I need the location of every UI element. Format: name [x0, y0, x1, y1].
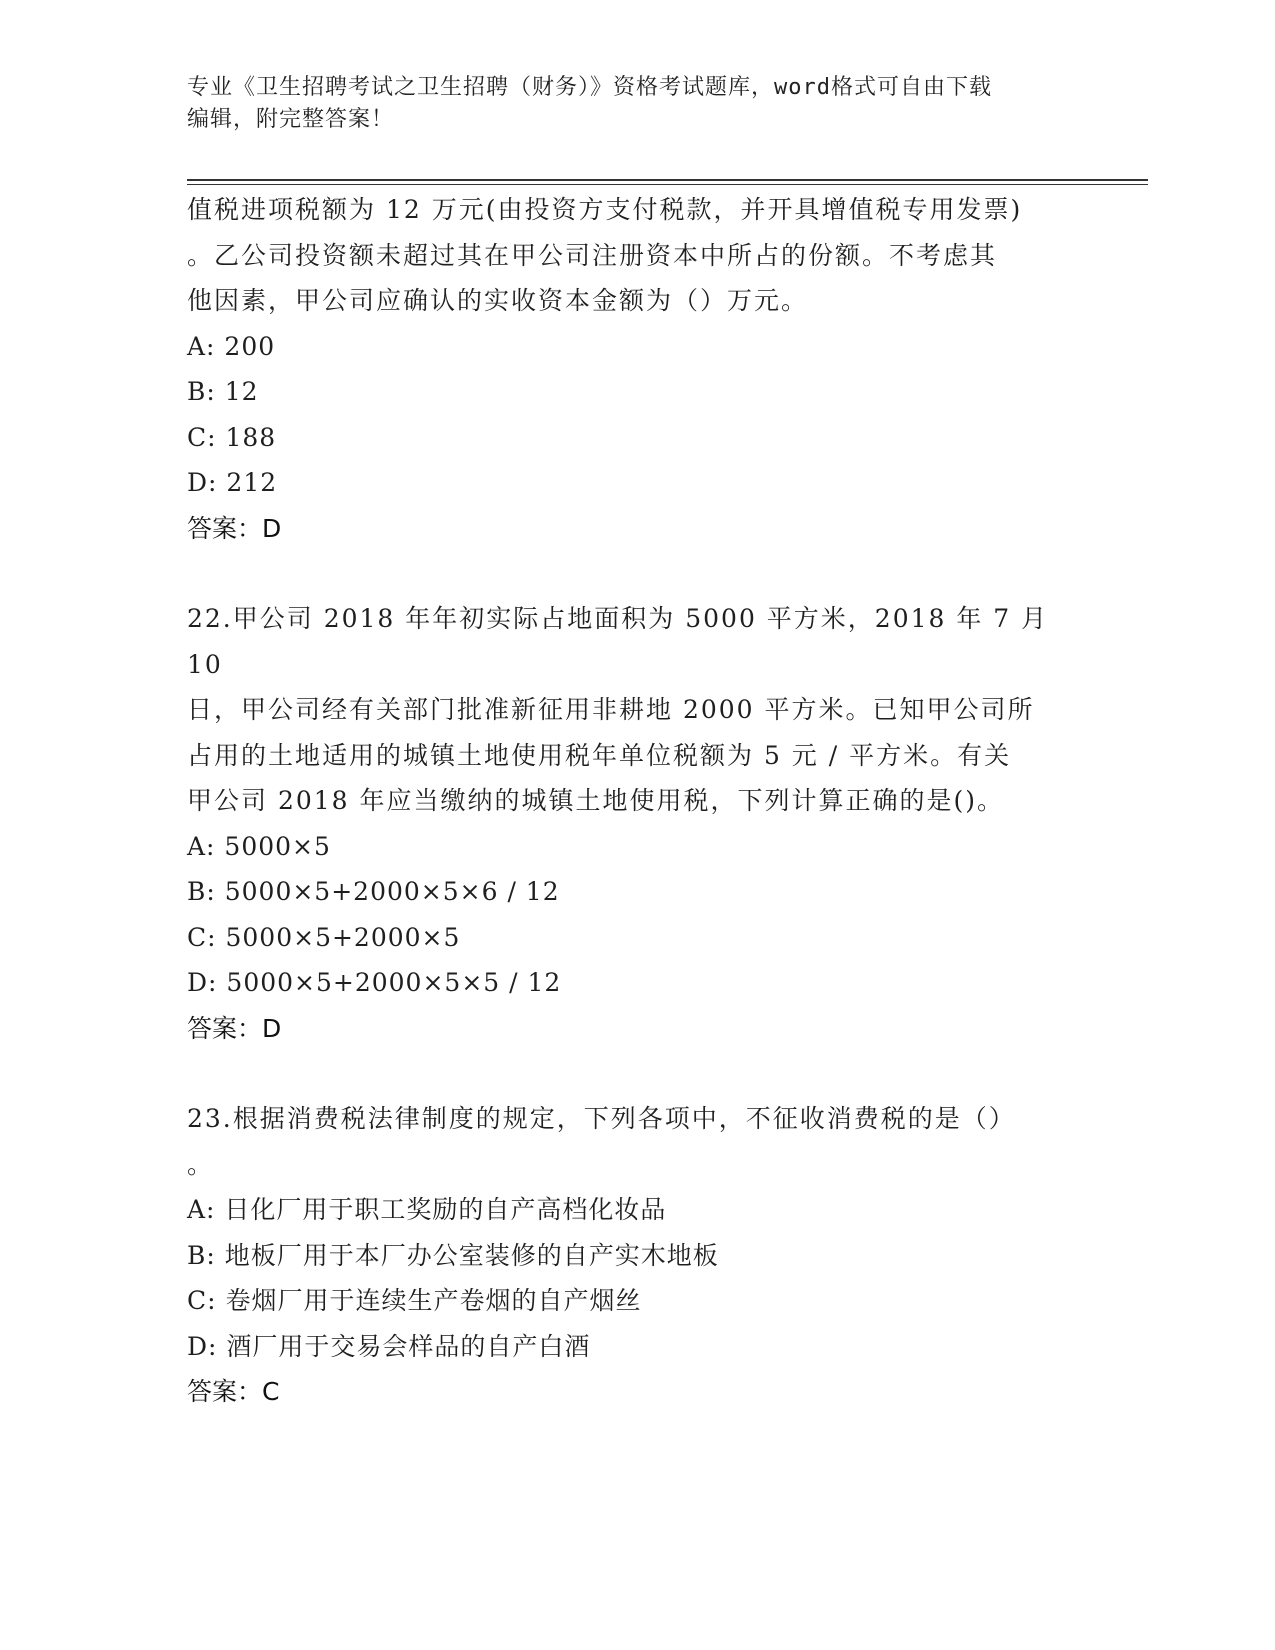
option-a: A: 5000×5: [187, 831, 331, 861]
answer-label: 答案：D: [187, 1013, 282, 1043]
header-line-2: 编辑，附完整答案！: [187, 107, 395, 132]
header-line-1: 专业《卫生招聘考试之卫生招聘（财务）》资格考试题库，word格式可自由下载: [187, 75, 992, 100]
option-c: C: 卷烟厂用于连续生产卷烟的自产烟丝: [187, 1286, 642, 1315]
question-stem-line: 日，甲公司经有关部门批准新征用非耕地 2000 平方米。已知甲公司所: [187, 695, 1035, 724]
option-d: D: 212: [187, 468, 278, 497]
question-22: [187, 596, 1087, 1051]
question-23: [187, 1096, 1087, 1415]
question-stem-line: 23.根据消费税法律制度的规定，下列各项中，不征收消费税的是（）: [187, 1104, 1016, 1133]
question-content: [187, 187, 1087, 1415]
question-stem-line: 甲公司 2018 年应当缴纳的城镇土地使用税，下列计算正确的是()。: [187, 786, 1005, 815]
document-header: [187, 72, 1087, 136]
option-c: C: 5000×5+2000×5: [187, 922, 461, 952]
header-divider-thin: [187, 184, 1148, 185]
option-d: D: 5000×5+2000×5×5 / 12: [187, 968, 562, 997]
question-stem-line: 。: [187, 1149, 215, 1179]
question-21: [187, 187, 1087, 551]
question-stem-line: 他因素，甲公司应确认的实收资本金额为（）万元。: [187, 286, 809, 315]
option-b: B: 12: [187, 377, 259, 406]
option-b: B: 地板厂用于本厂办公室装修的自产实木地板: [187, 1240, 719, 1270]
option-d: D: 酒厂用于交易会样品的自产白酒: [187, 1331, 591, 1361]
option-c: C: 188: [187, 422, 277, 452]
header-divider-thick: [187, 179, 1148, 181]
answer-label: 答案：D: [187, 513, 282, 543]
option-a: A: 日化厂用于职工奖励的自产高档化妆品: [187, 1195, 667, 1224]
question-stem-line: 22.甲公司 2018 年年初实际占地面积为 5000 平方米，2018 年 7 月 10: [187, 604, 1049, 679]
option-a: A: 200: [187, 331, 276, 361]
question-stem-line: 。乙公司投资额未超过其在甲公司注册资本中所占的份额。不考虑其: [187, 240, 998, 270]
answer-label: 答案：C: [187, 1377, 280, 1406]
question-stem-line: 占用的土地适用的城镇土地使用税年单位税额为 5 元 / 平方米。有关: [187, 740, 1012, 770]
option-b: B: 5000×5+2000×5×6 / 12: [187, 877, 560, 906]
question-stem-line: 值税进项税额为 12 万元(由投资方支付税款，并开具增值税专用发票): [187, 195, 1023, 224]
